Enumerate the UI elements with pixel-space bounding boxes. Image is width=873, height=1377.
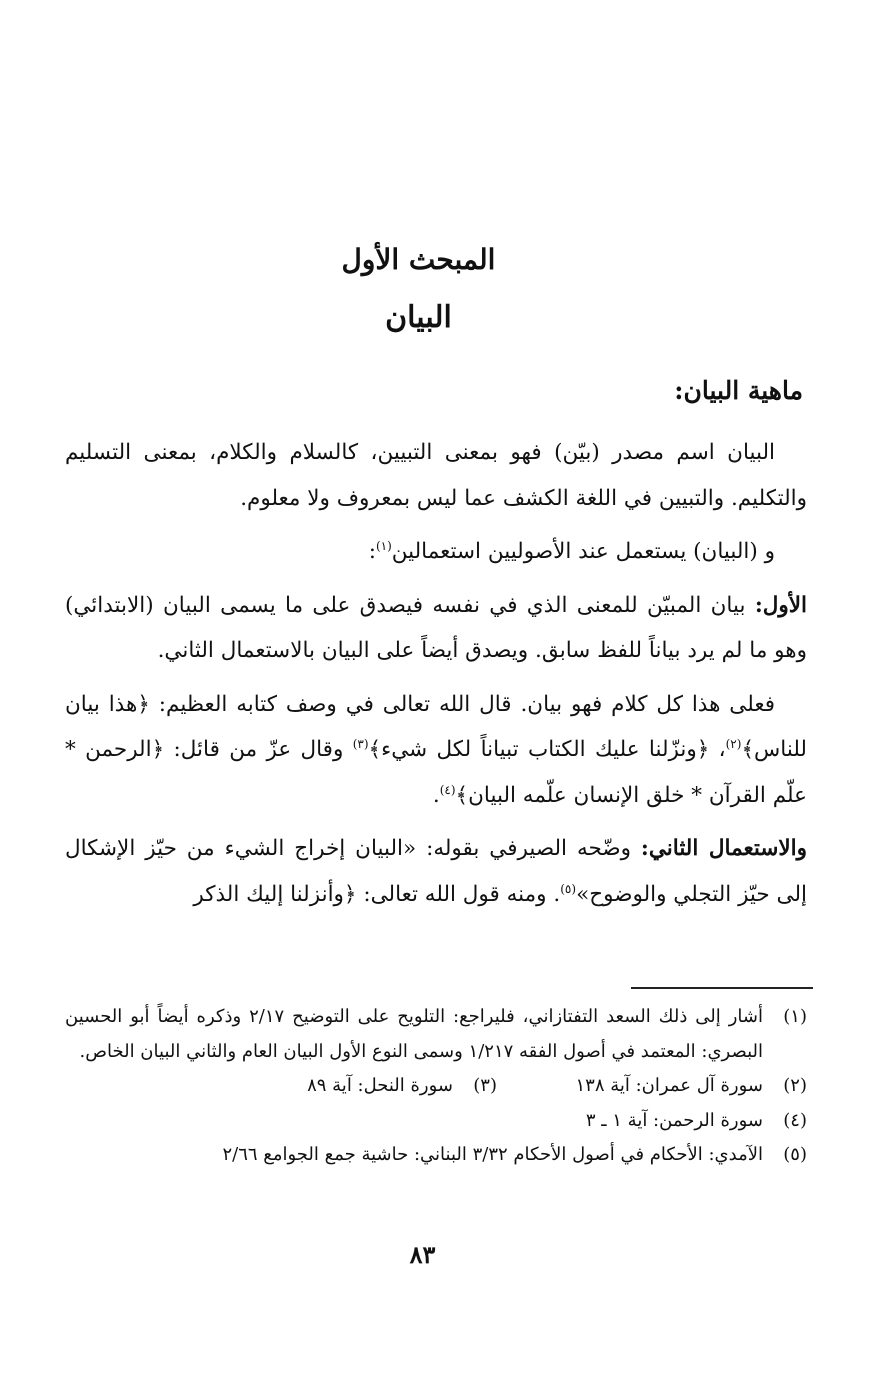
paragraph-second-use <box>65 826 807 917</box>
paragraph-first-use <box>65 583 807 674</box>
paragraph-two-uses <box>65 529 807 575</box>
footnote-divider <box>631 987 813 989</box>
footnote-number: (٣) <box>473 1075 497 1096</box>
footnote-ref: (٤) <box>439 782 456 797</box>
chapter-title: المبحث الأول <box>341 243 496 276</box>
footnote-number: (٥) <box>783 1144 807 1165</box>
footnote-3 <box>187 1069 497 1104</box>
paragraph-lead: الأول: <box>754 592 807 618</box>
paragraph-text: وقال عزّ من قائل: ﴿الرحمن * علّم القرآن * خلق الإنسان علّمه البيان﴾ <box>65 737 807 808</box>
footnote-row-2-3 <box>65 1069 807 1104</box>
section-title: البيان <box>385 300 452 335</box>
footnote-ref: (٥) <box>560 881 577 896</box>
paragraph-text: بيان المبيّن للمعنى الذي في نفسه فيصدق على ما يسمى البيان (الابتدائي) وهو ما لم يرد بياناً للفظ سابق. ويصدق أيضاً على البيان بالاستعمال الثاني. <box>65 592 807 663</box>
footnote-text: سورة الرحمن: آية ١ ـ ٣ <box>585 1109 763 1131</box>
subheading: ماهية البيان: <box>674 376 803 405</box>
punctuation: . <box>432 782 440 808</box>
paragraph-text: و (البيان) يستعمل عند الأصوليين استعمالين <box>391 539 775 564</box>
footnote-4 <box>65 1104 807 1139</box>
footnote-text: الآمدي: الأحكام في أصول الأحكام ٣/٣٢ البناني: حاشية جمع الجوامع ٢/٦٦ <box>222 1144 763 1165</box>
paragraph-quran-quotes <box>65 682 807 819</box>
paragraph-text: ، ﴿ونزّلنا عليك الكتاب تبياناً لكل شيء﴾ <box>368 737 726 762</box>
main-text <box>65 430 807 925</box>
footnote-ref: (٣) <box>352 736 369 751</box>
footnote-number: (٤) <box>783 1109 807 1131</box>
footnote-5 <box>65 1138 807 1173</box>
footnote-text: أشار إلى ذلك السعد التفتازاني، فليراجع: التلويح على التوضيح ٢/١٧ وذكره أيضاً أبو الحسين البصري: المعتمد في أصول الفقه ١/٢١٧ وسمى النوع الأول البيان العام والثاني البيان الخاص. <box>65 1006 763 1062</box>
footnote-text: سورة النحل: آية ٨٩ <box>307 1075 453 1096</box>
footnote-number: (١) <box>783 1006 807 1027</box>
footnote-text: سورة آل عمران: آية ١٣٨ <box>575 1075 763 1096</box>
paragraph-text: وضّحه الصيرفي بقوله: «البيان إخراج الشيء من حيّز الإشكال إلى حيّز التجلي والوضوح» <box>65 836 807 907</box>
footnote-2 <box>497 1069 807 1104</box>
footnote-ref: (٢) <box>725 736 742 751</box>
paragraph-definition: البيان اسم مصدر (بيّن) فهو بمعنى التبيين، كالسلام والكلام، بمعنى التسليم والتكليم. والتبيين في اللغة الكشف عما ليس بمعروف ولا معلوم. <box>65 440 807 511</box>
paragraph-text: . ومنه قول الله تعالى: ﴿وأنزلنا إليك الذكر <box>193 881 561 907</box>
paragraph-lead: والاستعمال الثاني: <box>640 836 807 861</box>
footnote-1 <box>65 1000 807 1069</box>
footnotes <box>65 1000 807 1173</box>
footnote-ref: (١) <box>375 538 392 553</box>
punctuation: : <box>368 539 376 564</box>
paragraph-text: فعلى هذا كل كلام فهو بيان. قال الله تعالى في وصف كتابه العظيم: ﴿هذا بيان للناس﴾ <box>65 691 807 762</box>
page-number: ٨٣ <box>409 1240 436 1269</box>
footnote-number: (٢) <box>783 1075 807 1096</box>
